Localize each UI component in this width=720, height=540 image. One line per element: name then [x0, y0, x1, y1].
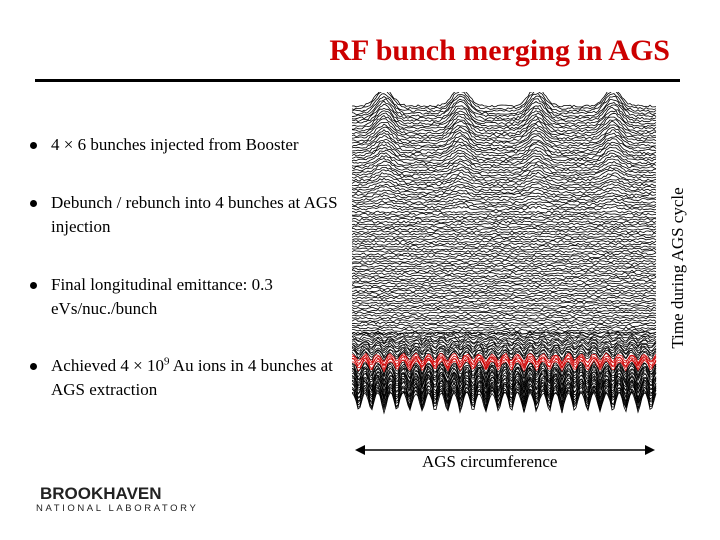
mountain-range-plot [352, 92, 657, 432]
trace-line [352, 280, 656, 282]
trace-line [352, 302, 656, 304]
trace-line [352, 265, 656, 267]
trace-line [352, 327, 656, 329]
trace-line [352, 278, 656, 280]
trace-line [352, 260, 656, 262]
exponent: 9 [163, 355, 170, 368]
trace-line [352, 322, 656, 324]
trace-line [352, 223, 656, 225]
trace-line [352, 236, 656, 238]
trace-line [352, 218, 656, 220]
trace-line [352, 282, 656, 284]
logo-name: BROOKHAVEN [40, 484, 162, 503]
bullet-dot-icon [30, 282, 37, 289]
trace-line [352, 317, 656, 319]
trace-line [352, 248, 656, 250]
time-axis-label: Time during AGS cycle [668, 187, 687, 349]
bullet-text: 4 × 6 bunches injected from Booster [51, 135, 299, 154]
bullet-text: Final longitudinal emittance: 0.3 eVs/nuc./bunch [51, 275, 273, 318]
trace-line [352, 226, 656, 228]
circumference-axis-label: AGS circumference [422, 452, 558, 471]
trace-line [352, 233, 656, 235]
brookhaven-logo [35, 484, 199, 520]
trace-line [352, 295, 656, 297]
trace-line [352, 206, 656, 210]
trace-line [352, 297, 656, 299]
trace-line [352, 300, 656, 302]
trace-line [352, 305, 656, 307]
trace-line [352, 312, 656, 314]
trace-line [352, 273, 656, 275]
trace-line [352, 268, 656, 270]
trace-line [352, 255, 656, 257]
trace-line [352, 310, 656, 312]
trace-line [352, 263, 656, 265]
trace-line [352, 211, 656, 213]
trace-line [352, 270, 656, 272]
trace-line [352, 258, 656, 260]
trace-line [352, 221, 656, 223]
trace-line [352, 285, 656, 287]
trace-line [352, 290, 656, 292]
trace-line [352, 216, 656, 218]
trace-line [352, 324, 656, 326]
trace-line [352, 238, 656, 240]
trace-line [352, 213, 656, 215]
bullet-dot-icon [30, 142, 37, 149]
trace-line [352, 307, 656, 309]
bullet-dot-icon [30, 200, 37, 207]
bullet-text: Debunch / rebunch into 4 bunches at AGS injection [51, 193, 338, 236]
trace-line [352, 241, 656, 243]
bullet-text-part: Au ions in 4 bunches at AGS extraction [51, 356, 333, 399]
trace-line [352, 243, 656, 245]
trace-line [352, 245, 656, 247]
title-divider [35, 79, 680, 82]
trace-line [352, 250, 656, 252]
slide-title: RF bunch merging in AGS [329, 34, 670, 67]
logo-subtitle: NATIONAL LABORATORY [36, 503, 199, 514]
trace-line [352, 319, 656, 321]
trace-line [352, 275, 656, 277]
trace-line [352, 315, 656, 317]
bullet-text-part: Achieved 4 × 10 [51, 356, 164, 375]
trace-line [352, 287, 656, 289]
trace-line [352, 253, 656, 255]
trace-line [352, 231, 656, 233]
trace-line [352, 292, 656, 294]
bullet-dot-icon [30, 363, 37, 370]
bullet-text [51, 354, 356, 402]
trace-line [352, 228, 656, 230]
